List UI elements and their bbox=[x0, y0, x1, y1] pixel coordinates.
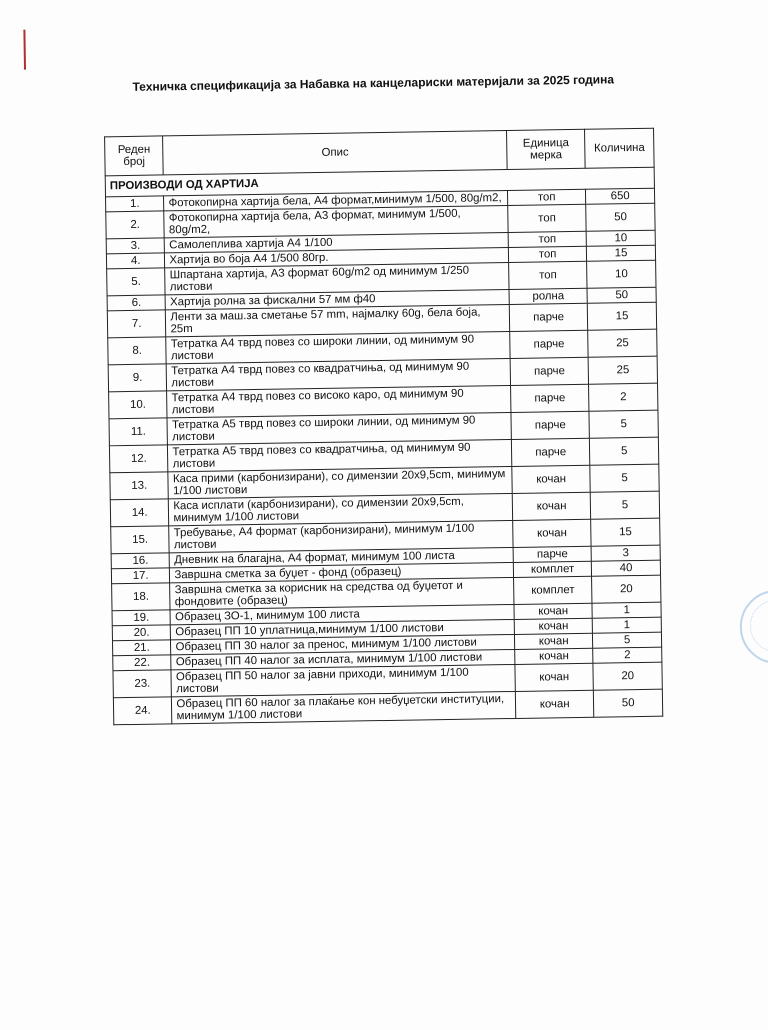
row-unit: парче bbox=[511, 411, 590, 439]
row-description: Тетратка А4 тврд повез со широки линии, од минимум 90 листови bbox=[166, 332, 510, 364]
row-unit: комплет bbox=[513, 561, 591, 577]
row-description: Самолеплива хартија А4 1/100 bbox=[165, 233, 509, 253]
row-number: 21. bbox=[112, 640, 171, 656]
row-description: Каса прими (карбонизирани), со димензии 20х9,5cm, минимум 1/100 листови bbox=[168, 466, 512, 498]
row-description: Шпартана хартија, А3 формат 60g/m2 од минимум 1/250 листови bbox=[165, 263, 509, 295]
row-quantity: 1 bbox=[592, 602, 661, 618]
row-description: Тетратка А4 тврд повез со квадратчиња, од минимум 90 листови bbox=[167, 358, 511, 390]
row-description: Каса исплати (карбонизирани), со димензии 20х9,5cm, минимум 1/100 листови bbox=[169, 493, 513, 525]
row-unit: кочан bbox=[512, 492, 591, 520]
row-description: Дневник на благајна, А4 формат, минимум 100 листа bbox=[170, 547, 514, 567]
row-description: Образец ПП 50 налог за јавни приходи, минимум 1/100 листови bbox=[171, 664, 515, 696]
row-unit: кочан bbox=[514, 603, 592, 619]
row-unit: парче bbox=[510, 330, 589, 358]
row-unit: кочан bbox=[512, 465, 591, 493]
header-desc: Опис bbox=[163, 131, 507, 175]
row-number: 13. bbox=[110, 472, 169, 500]
row-number: 19. bbox=[112, 610, 171, 626]
row-quantity: 50 bbox=[587, 287, 656, 303]
row-quantity: 1 bbox=[592, 617, 661, 633]
header-no: Реден број bbox=[105, 136, 164, 176]
row-quantity: 10 bbox=[586, 230, 655, 246]
row-number: 9. bbox=[108, 364, 167, 392]
row-number: 16. bbox=[111, 553, 170, 569]
row-number: 22. bbox=[113, 655, 172, 671]
row-unit: парче bbox=[511, 384, 590, 412]
row-description: Образец ПП 30 налог за пренос, минимум 1/100 листови bbox=[171, 634, 515, 654]
row-number: 7. bbox=[107, 310, 166, 338]
row-quantity: 20 bbox=[592, 575, 661, 603]
row-unit: кочан bbox=[515, 648, 593, 664]
row-quantity: 2 bbox=[589, 383, 658, 411]
row-number: 8. bbox=[108, 337, 167, 365]
row-number: 17. bbox=[111, 568, 170, 584]
row-quantity: 15 bbox=[591, 518, 660, 546]
row-unit: топ bbox=[507, 189, 585, 205]
row-number: 10. bbox=[109, 391, 168, 419]
row-number: 11. bbox=[109, 418, 168, 446]
document-title: Техничка спецификација за Набавка на канцелариски материјали за 2025 година bbox=[132, 72, 615, 94]
row-unit: топ bbox=[508, 204, 587, 232]
margin-mark bbox=[23, 30, 26, 70]
row-quantity: 5 bbox=[590, 437, 659, 465]
row-number: 2. bbox=[106, 211, 165, 239]
row-unit: парче bbox=[511, 438, 590, 466]
row-unit: ролна bbox=[509, 288, 587, 304]
row-description: Завршна сметка за корисник на средства од буџетот и фондовите (образец) bbox=[170, 577, 514, 609]
row-quantity: 20 bbox=[593, 662, 662, 690]
row-description: Хартија во боја А4 1/500 80гр. bbox=[165, 248, 509, 268]
row-unit: комплет bbox=[514, 576, 593, 604]
row-number: 6. bbox=[107, 295, 166, 311]
row-unit: топ bbox=[508, 231, 586, 247]
specification-table bbox=[104, 128, 663, 726]
row-number: 14. bbox=[110, 499, 169, 527]
row-quantity: 15 bbox=[587, 245, 656, 261]
row-quantity: 3 bbox=[591, 545, 660, 561]
header-qty: Количина bbox=[585, 128, 654, 168]
row-quantity: 5 bbox=[590, 464, 659, 492]
row-unit: парче bbox=[509, 303, 588, 331]
row-number: 4. bbox=[106, 253, 165, 269]
row-quantity: 2 bbox=[593, 647, 662, 663]
row-description: Образец ПП 40 налог за исплата, минимум 1/100 листови bbox=[171, 649, 515, 669]
row-quantity: 650 bbox=[586, 188, 655, 204]
row-unit: парче bbox=[513, 546, 591, 562]
row-quantity: 5 bbox=[589, 410, 658, 438]
row-quantity: 10 bbox=[587, 260, 656, 288]
row-number: 3. bbox=[106, 238, 165, 254]
row-number: 1. bbox=[106, 196, 165, 212]
row-description: Завршна сметка за буџет - фонд (образец) bbox=[170, 562, 514, 582]
row-description: Образец ПП 60 налог за плаќање кон небуџетски институции, минимум 1/100 листови bbox=[172, 691, 516, 723]
section-title: ПРОИЗВОДИ ОД ХАРТИЈА bbox=[105, 167, 654, 197]
row-description: Тетратка А5 тврд повез со квадратчиња, од минимум 90 листови bbox=[168, 439, 512, 471]
row-unit: парче bbox=[510, 357, 589, 385]
row-unit: топ bbox=[508, 246, 586, 262]
row-unit: кочан bbox=[514, 633, 592, 649]
row-quantity: 50 bbox=[594, 689, 663, 717]
row-description: Тетратка А5 тврд повез со широки линии, од минимум 90 листови bbox=[167, 412, 511, 444]
row-unit: кочан bbox=[514, 618, 592, 634]
row-unit: кочан bbox=[515, 663, 594, 691]
row-number: 5. bbox=[107, 268, 166, 296]
row-description: Образец ПП 10 уплатница,минимум 1/100 листови bbox=[171, 619, 515, 639]
row-description: Образец ЗО-1, минимум 100 листа bbox=[170, 604, 514, 624]
row-description: Требување, А4 формат (карбонизирани), минимум 1/100 листови bbox=[169, 520, 513, 552]
row-unit: топ bbox=[509, 261, 588, 289]
row-unit: кочан bbox=[515, 690, 594, 718]
row-quantity: 40 bbox=[592, 560, 661, 576]
row-quantity: 5 bbox=[593, 632, 662, 648]
row-unit: кочан bbox=[513, 519, 592, 547]
row-quantity: 50 bbox=[586, 203, 655, 231]
row-description: Тетратка А4 тврд повез со високо каро, од минимум 90 листови bbox=[167, 385, 511, 417]
row-quantity: 5 bbox=[590, 491, 659, 519]
row-description: Хартија ролна за фискални 57 мм ф40 bbox=[166, 290, 510, 310]
row-number: 18. bbox=[112, 583, 171, 611]
row-quantity: 25 bbox=[588, 356, 657, 384]
row-quantity: 25 bbox=[588, 329, 657, 357]
row-number: 12. bbox=[109, 445, 168, 473]
row-number: 24. bbox=[113, 697, 172, 725]
row-number: 20. bbox=[112, 625, 171, 641]
row-number: 23. bbox=[113, 670, 172, 698]
row-number: 15. bbox=[111, 526, 170, 554]
row-description: Фотокопирна хартија бела, А3 формат, минимум 1/500, 80g/m2, bbox=[164, 206, 508, 238]
row-description: Фотокопирна хартија бела, А4 формат,минимум 1/500, 80g/m2, bbox=[164, 191, 508, 211]
row-description: Ленти за маш.за сметање 57 mm, најмалку 60g, бела боја, 25m bbox=[166, 305, 510, 337]
header-unit: Единица мерка bbox=[507, 129, 586, 169]
row-quantity: 15 bbox=[588, 302, 657, 330]
stamp-seal bbox=[739, 589, 768, 664]
